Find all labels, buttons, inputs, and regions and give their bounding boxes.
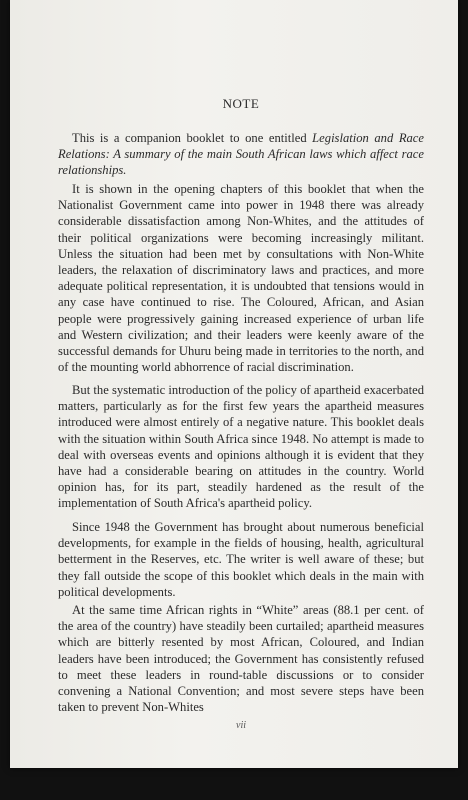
- paragraph-1: [58, 130, 424, 179]
- paragraph-5: At the same time African rights in “White” areas (88.1 per cent. of the area of the country) have steadily been curtailed; apartheid measures which are bitterly resented by most African, Coloured, and Indian leaders have been introduced; the Government has consistently refused to meet these leaders in round-table discussions or to consider convening a National Convention; and most severe steps have been taken to prevent Non-Whites: [58, 603, 424, 715]
- paragraph-1-text: This is a companion booklet to one entitled: [72, 131, 313, 145]
- paragraph-4: Since 1948 the Government has brought about numerous beneficial developments, for example in the fields of housing, health, agricultural betterment in the Reserves, etc. The writer is well aware of these; but they fall outside the scope of this booklet which deals in the main with political developments.: [58, 520, 424, 599]
- page-number: vii: [236, 720, 246, 731]
- paragraph-2: It is shown in the opening chapters of this booklet that when the Nationalist Government came into power in 1948 there was already considerable dissatisfaction among Non-Whites, and the attitudes of their political organizations were becoming increasingly militant. Unless the situation had been met by consultations with Non-White leaders, the relaxation of discriminatory laws and practices, and more adequate political representation, it is undoubted that tensions would in any case have continued to rise. The Coloured, African, and Asian people were progressively gaining increased experience of urban life and Western civilization; and their leaders were keenly aware of the successful demands for Uhuru being made in territories to the north, and of the mounting world abhorrence of racial discrimination.: [58, 182, 424, 375]
- paragraph-3: But the systematic introduction of the policy of apartheid exacerbated matters, particularly as for the first few years the apartheid measures introduced were almost entirely of a negative nature. This booklet deals with the situation within South Africa since 1948. No attempt is made to deal with overseas events and opinions although it is evident that they have had a considerable bearing on attitudes in the country. World opinion has, for its part, steadily hardened as the result of the implementation of South Africa's apartheid policy.: [58, 383, 424, 511]
- book-page: [10, 0, 458, 768]
- paragraph-1-booktitle: Legislation and Race Relations: A summary of the main South African laws which affect race relationships.: [58, 131, 424, 178]
- note-heading: NOTE: [222, 96, 260, 111]
